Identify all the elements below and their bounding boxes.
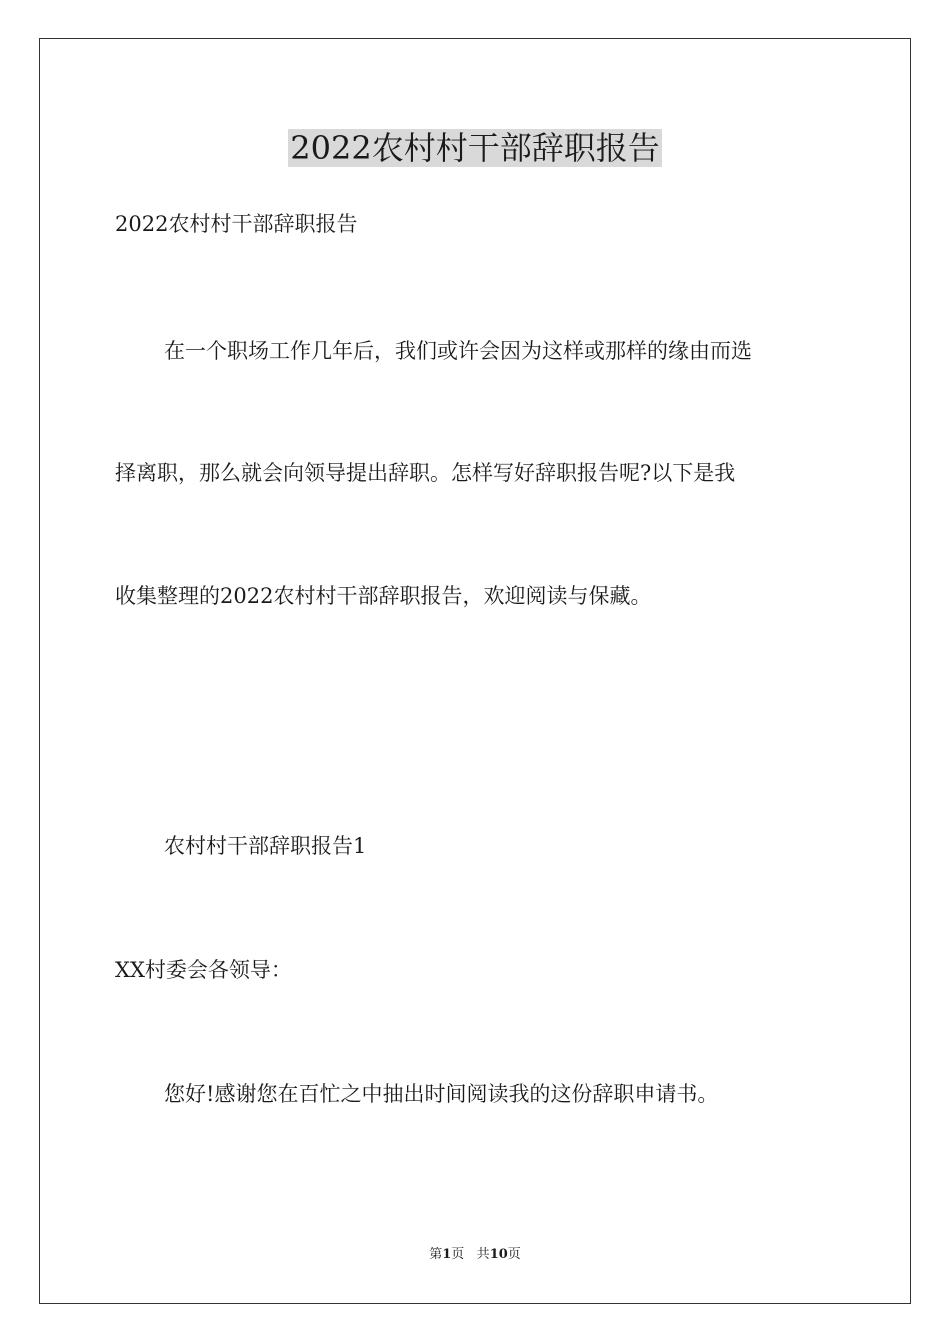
footer-total-prefix: 共 (476, 1247, 490, 1262)
salutation: XX村委会各领导： (115, 958, 292, 982)
footer-total-suffix: 页 (507, 1247, 521, 1262)
footer-page-suffix: 页 (451, 1247, 465, 1262)
document-title (0, 126, 950, 170)
section-heading: 农村村干部辞职报告1 (164, 834, 367, 858)
footer-page-number: 1 (442, 1247, 452, 1262)
page-footer (0, 1246, 950, 1264)
paragraph-line: 在一个职场工作几年后，我们或许会因为这样或那样的缘由而选 (164, 339, 752, 363)
footer-total-pages: 10 (489, 1247, 508, 1262)
footer-page-prefix: 第 (429, 1247, 443, 1262)
document-title-text: 2022农村村干部辞职报告 (290, 129, 660, 167)
paragraph-line: 择离职，那么就会向领导提出辞职。怎样写好辞职报告呢?以下是我 (115, 461, 736, 485)
paragraph-line: 您好!感谢您在百忙之中抽出时间阅读我的这份辞职申请书。 (164, 1082, 719, 1106)
document-subtitle: 2022农村村干部辞职报告 (115, 212, 358, 236)
paragraph-line: 收集整理的2022农村村干部辞职报告，欢迎阅读与保藏。 (115, 584, 652, 608)
